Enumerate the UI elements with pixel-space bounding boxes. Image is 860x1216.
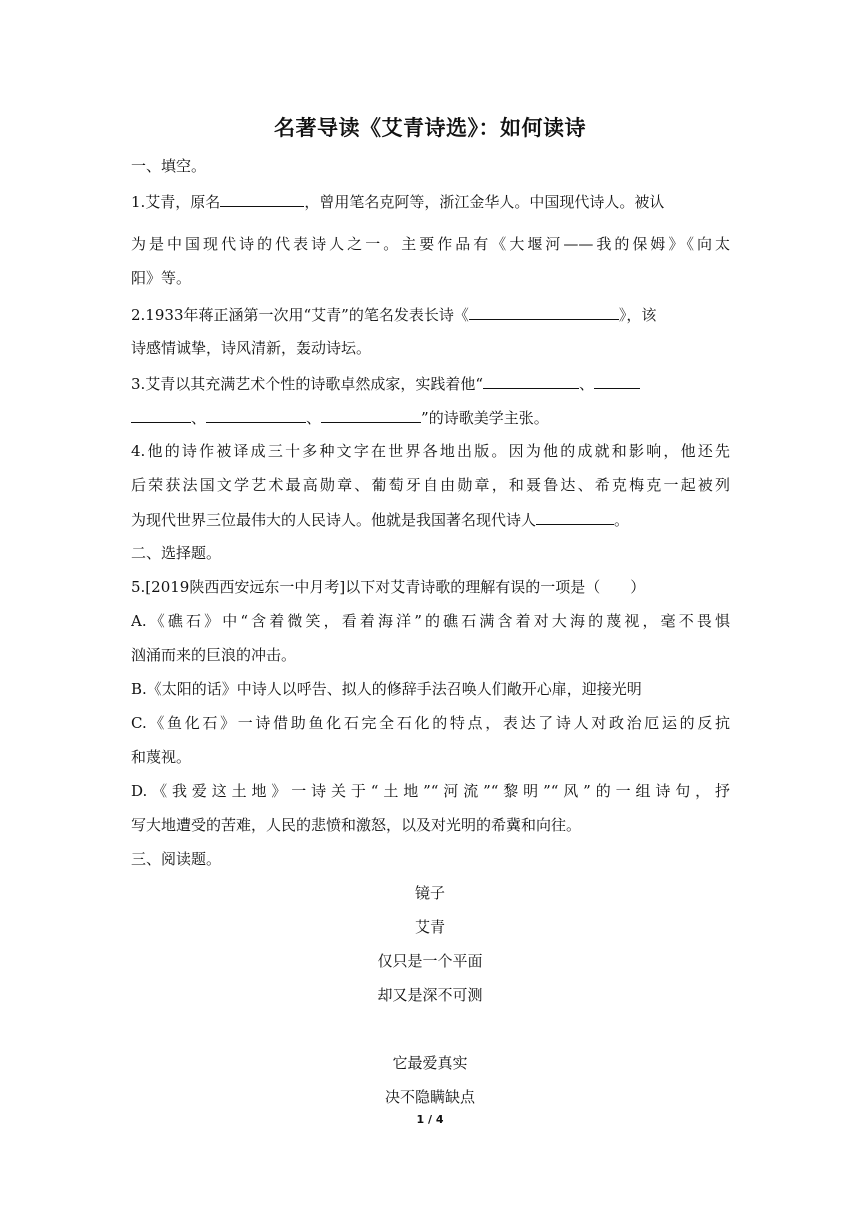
question-2-line-2: 诗感情诚挚，诗风清新，轰动诗坛。 <box>131 339 372 357</box>
poem-author: 艾青 <box>414 918 445 936</box>
section-heading-fill-in: 一、填空。 <box>131 157 207 175</box>
question-4-line-3: 为现代世界三位最伟大的人民诗人。他就是我国著名现代诗人 。 <box>131 511 630 529</box>
question-1-line-1: 1.艾青，原名 ，曾用笔名克阿等，浙江金华人。中国现代诗人。被认 <box>131 193 665 211</box>
option-b: B.《太阳的话》中诗人以呼告、拟人的修辞手法召唤人们敞开心扉，迎接光明 <box>131 680 642 698</box>
poem-line: 它最爱真实 <box>392 1054 468 1072</box>
poem-line: 决不隐瞒缺点 <box>384 1088 475 1106</box>
section-heading-choice: 二、选择题。 <box>131 544 222 562</box>
answer-blank[interactable] <box>131 407 191 423</box>
option-d-line-1: D.《我爱这土地》一诗关于“土地”“河流”“黎明”“风”的一组诗句，抒 <box>131 782 730 800</box>
poem-line: 却又是深不可测 <box>377 986 483 1004</box>
answer-blank[interactable] <box>483 373 579 389</box>
question-2-line-1: 2.1933年蒋正涵第一次用“艾青”的笔名发表长诗《 》，该 <box>131 306 657 324</box>
answer-blank[interactable] <box>469 304 619 320</box>
option-a-line-2: 汹涌而来的巨浪的冲击。 <box>131 646 297 664</box>
answer-blank[interactable] <box>321 407 421 423</box>
question-4-line-1: 4.他的诗作被译成三十多种文字在世界各地出版。因为他的成就和影响，他还先 <box>131 442 730 460</box>
page-number: 1 / 4 <box>416 1113 444 1126</box>
question-1-line-2: 为是中国现代诗的代表诗人之一。主要作品有《大堰河——我的保姆》《向太 <box>131 235 730 253</box>
option-a-line-1: A.《礁石》中“含着微笑，看着海洋”的礁石满含着对大海的蔑视，毫不畏惧 <box>131 612 730 630</box>
poem-line: 仅只是一个平面 <box>377 952 483 970</box>
answer-blank[interactable] <box>594 373 640 389</box>
poem-title: 镜子 <box>414 884 445 902</box>
answer-blank[interactable] <box>220 191 304 207</box>
question-1-line-3: 阳》等。 <box>131 269 192 287</box>
question-4-line-2: 后荣获法国文学艺术最高勋章、葡萄牙自由勋章，和聂鲁达、希克梅克一起被列 <box>131 476 730 494</box>
answer-blank[interactable] <box>206 407 306 423</box>
option-c-line-2: 和蔑视。 <box>131 748 192 766</box>
question-5-stem: 5.[2019陕西西安远东一中月考]以下对艾青诗歌的理解有误的一项是（ ） <box>131 578 646 596</box>
answer-blank[interactable] <box>536 509 614 525</box>
question-3-line-1: 3.艾青以其充满艺术个性的诗歌卓然成家，实践着他“ 、 <box>131 373 730 394</box>
page-title: 名著导读《艾青诗选》：如何读诗 <box>274 116 586 140</box>
option-d-line-2: 写大地遭受的苦难，人民的悲愤和激怒，以及对光明的希冀和向往。 <box>131 816 582 834</box>
option-c-line-1: C.《鱼化石》一诗借助鱼化石完全石化的特点，表达了诗人对政治厄运的反抗 <box>131 714 730 732</box>
question-3-line-2: 、 、 ”的诗歌美学主张。 <box>131 407 730 428</box>
section-heading-reading: 三、阅读题。 <box>131 850 222 868</box>
